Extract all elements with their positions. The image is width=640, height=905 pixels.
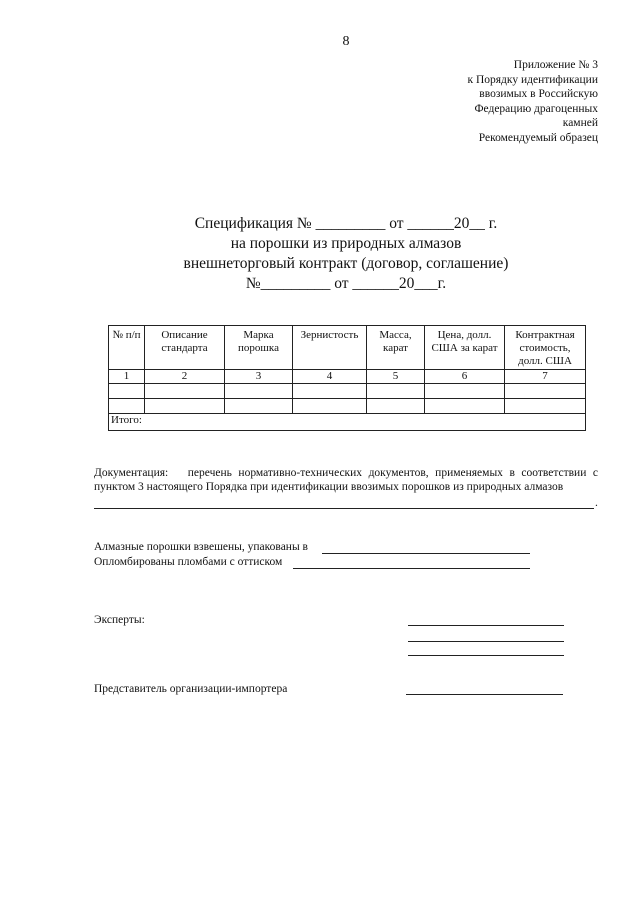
sealed-blank-line xyxy=(293,568,530,569)
column-header: Марка порошка xyxy=(225,326,293,370)
title-line: внешнеторговый контракт (договор, соглашение) xyxy=(183,255,509,272)
appendix-line: ввозимых в Российскую xyxy=(479,88,598,100)
column-number-row xyxy=(109,370,586,384)
documentation-label: Документация: xyxy=(94,467,169,479)
expert-signature-line xyxy=(408,641,564,642)
column-number: 1 xyxy=(109,370,145,384)
appendix-line: Приложение № 3 xyxy=(513,59,598,71)
importer-label: Представитель организации-импортера xyxy=(94,683,288,695)
table-row xyxy=(109,384,586,399)
appendix-line: Рекомендуемый образец xyxy=(478,131,598,144)
importer-signature-line xyxy=(406,694,563,695)
title-line: Спецификация № _________ от ______20__ г. xyxy=(194,215,498,232)
table-row xyxy=(109,399,586,414)
column-number: 5 xyxy=(367,370,425,384)
specification-table xyxy=(108,325,586,431)
title-line: на порошки из природных алмазов xyxy=(230,235,462,252)
appendix-line: к Порядку идентификации xyxy=(467,73,598,86)
column-header: Цена, долл. США за карат xyxy=(425,326,505,370)
appendix-line: камней xyxy=(562,117,598,129)
expert-signature-line xyxy=(408,655,564,656)
appendix-line: Федерацию драгоценных xyxy=(474,102,598,115)
appendix-block xyxy=(398,58,598,145)
title-line: №_________ от ______20___г. xyxy=(245,275,447,292)
column-header: Описание стандарта xyxy=(145,326,225,370)
column-number: 2 xyxy=(145,370,225,384)
documentation-blank-line xyxy=(94,508,594,509)
expert-signature-line xyxy=(408,625,564,626)
experts-label: Эксперты: xyxy=(94,614,145,626)
column-number: 6 xyxy=(425,370,505,384)
column-header: № п/п xyxy=(109,326,145,370)
column-header: Масса, карат xyxy=(367,326,425,370)
page-number: 8 xyxy=(342,34,350,49)
documentation-text: перечень нормативно-технических документов, применяемых в соответствии с пунктом 3 настоящего Порядка при идентификации ввозимых порошков из природных алмазов xyxy=(94,467,598,493)
total-row xyxy=(109,414,586,431)
column-number: 7 xyxy=(505,370,586,384)
total-label: Итого: xyxy=(109,414,586,431)
weighed-label: Алмазные порошки взвешены, упакованы в xyxy=(94,541,308,553)
documentation-end-mark: . xyxy=(595,497,598,509)
column-number: 4 xyxy=(293,370,367,384)
sealed-label: Опломбированы пломбами с оттиском xyxy=(94,556,283,568)
document-title xyxy=(0,214,640,294)
documentation-paragraph xyxy=(94,466,598,494)
column-number: 3 xyxy=(225,370,293,384)
table-header-row xyxy=(109,326,586,370)
column-header: Контрактная стоимость, долл. США xyxy=(505,326,586,370)
weighed-blank-line xyxy=(322,553,530,554)
column-header: Зернистость xyxy=(293,326,367,370)
